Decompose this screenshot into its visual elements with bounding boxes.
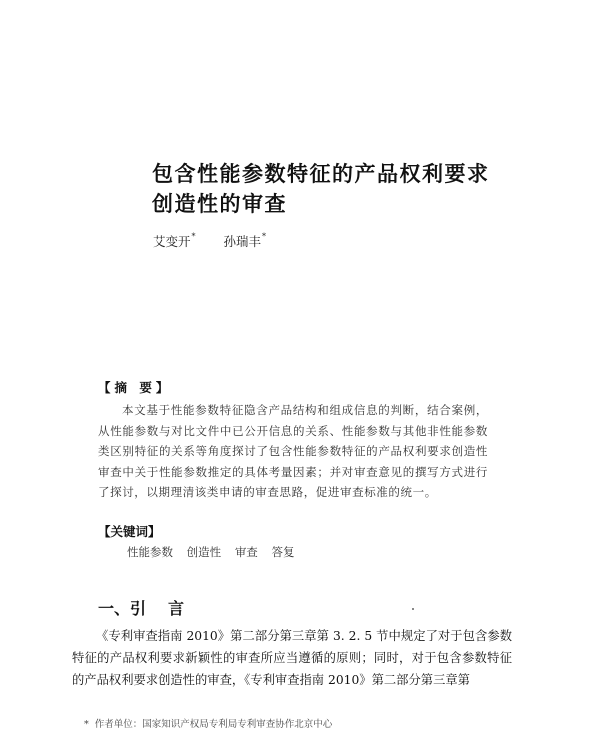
abstract-text: 本文基于性能参数特征隐含产品结构和组成信息的判断，结合案例，从性能参数与对比文件中已公开信息的关系、性能参数与其他非性能参数类区别特征的关系等角度探讨了包含性能参数特征的产品权利要求创造性审查中关于性能参数推定的具体考量因素；并对审查意见的撰写方式进行了探讨，以期理清该类申请的审查思路，促进审查标准的统一。: [98, 403, 488, 499]
author-footnote-mark: *: [191, 232, 196, 241]
author-footnote-mark: *: [262, 232, 266, 241]
footnote-mark: *: [84, 719, 89, 730]
keyword: 答复: [271, 545, 295, 559]
keywords-list: [127, 544, 304, 560]
footnote-text: 作者单位：国家知识产权局专利局专利审查协作北京中心: [94, 719, 333, 730]
keyword: 审查: [234, 545, 258, 559]
paper-title-line-1: 包含性能参数特征的产品权利要求: [152, 162, 490, 186]
section-heading: [98, 596, 184, 619]
section-number: 一、引: [98, 599, 147, 618]
author-name: 孙瑞丰: [223, 234, 261, 249]
body-paragraph: 《专利审查指南 2010》第二部分第三章第 3. 2. 5 节中规定了对于包含参数特征的产品权利要求新颖性的审查所应当遵循的原则；同时，对于包含参数特征的产品权利要求创造性的审查，《专利审查指南 2010》第二部分第三章第: [72, 629, 512, 687]
scan-speck: [412, 608, 414, 610]
section-title-text: 言: [168, 599, 185, 618]
author-list: [153, 232, 266, 250]
keyword: 创造性: [186, 545, 222, 559]
footnote: [84, 716, 332, 730]
author-name: 艾变开: [153, 234, 191, 249]
paper-title-line-2: 创造性的审查: [152, 192, 287, 216]
keyword: 性能参数: [127, 545, 173, 559]
abstract-label: 【摘 要】: [98, 380, 173, 395]
keywords-label: 【关键词】: [98, 524, 161, 539]
